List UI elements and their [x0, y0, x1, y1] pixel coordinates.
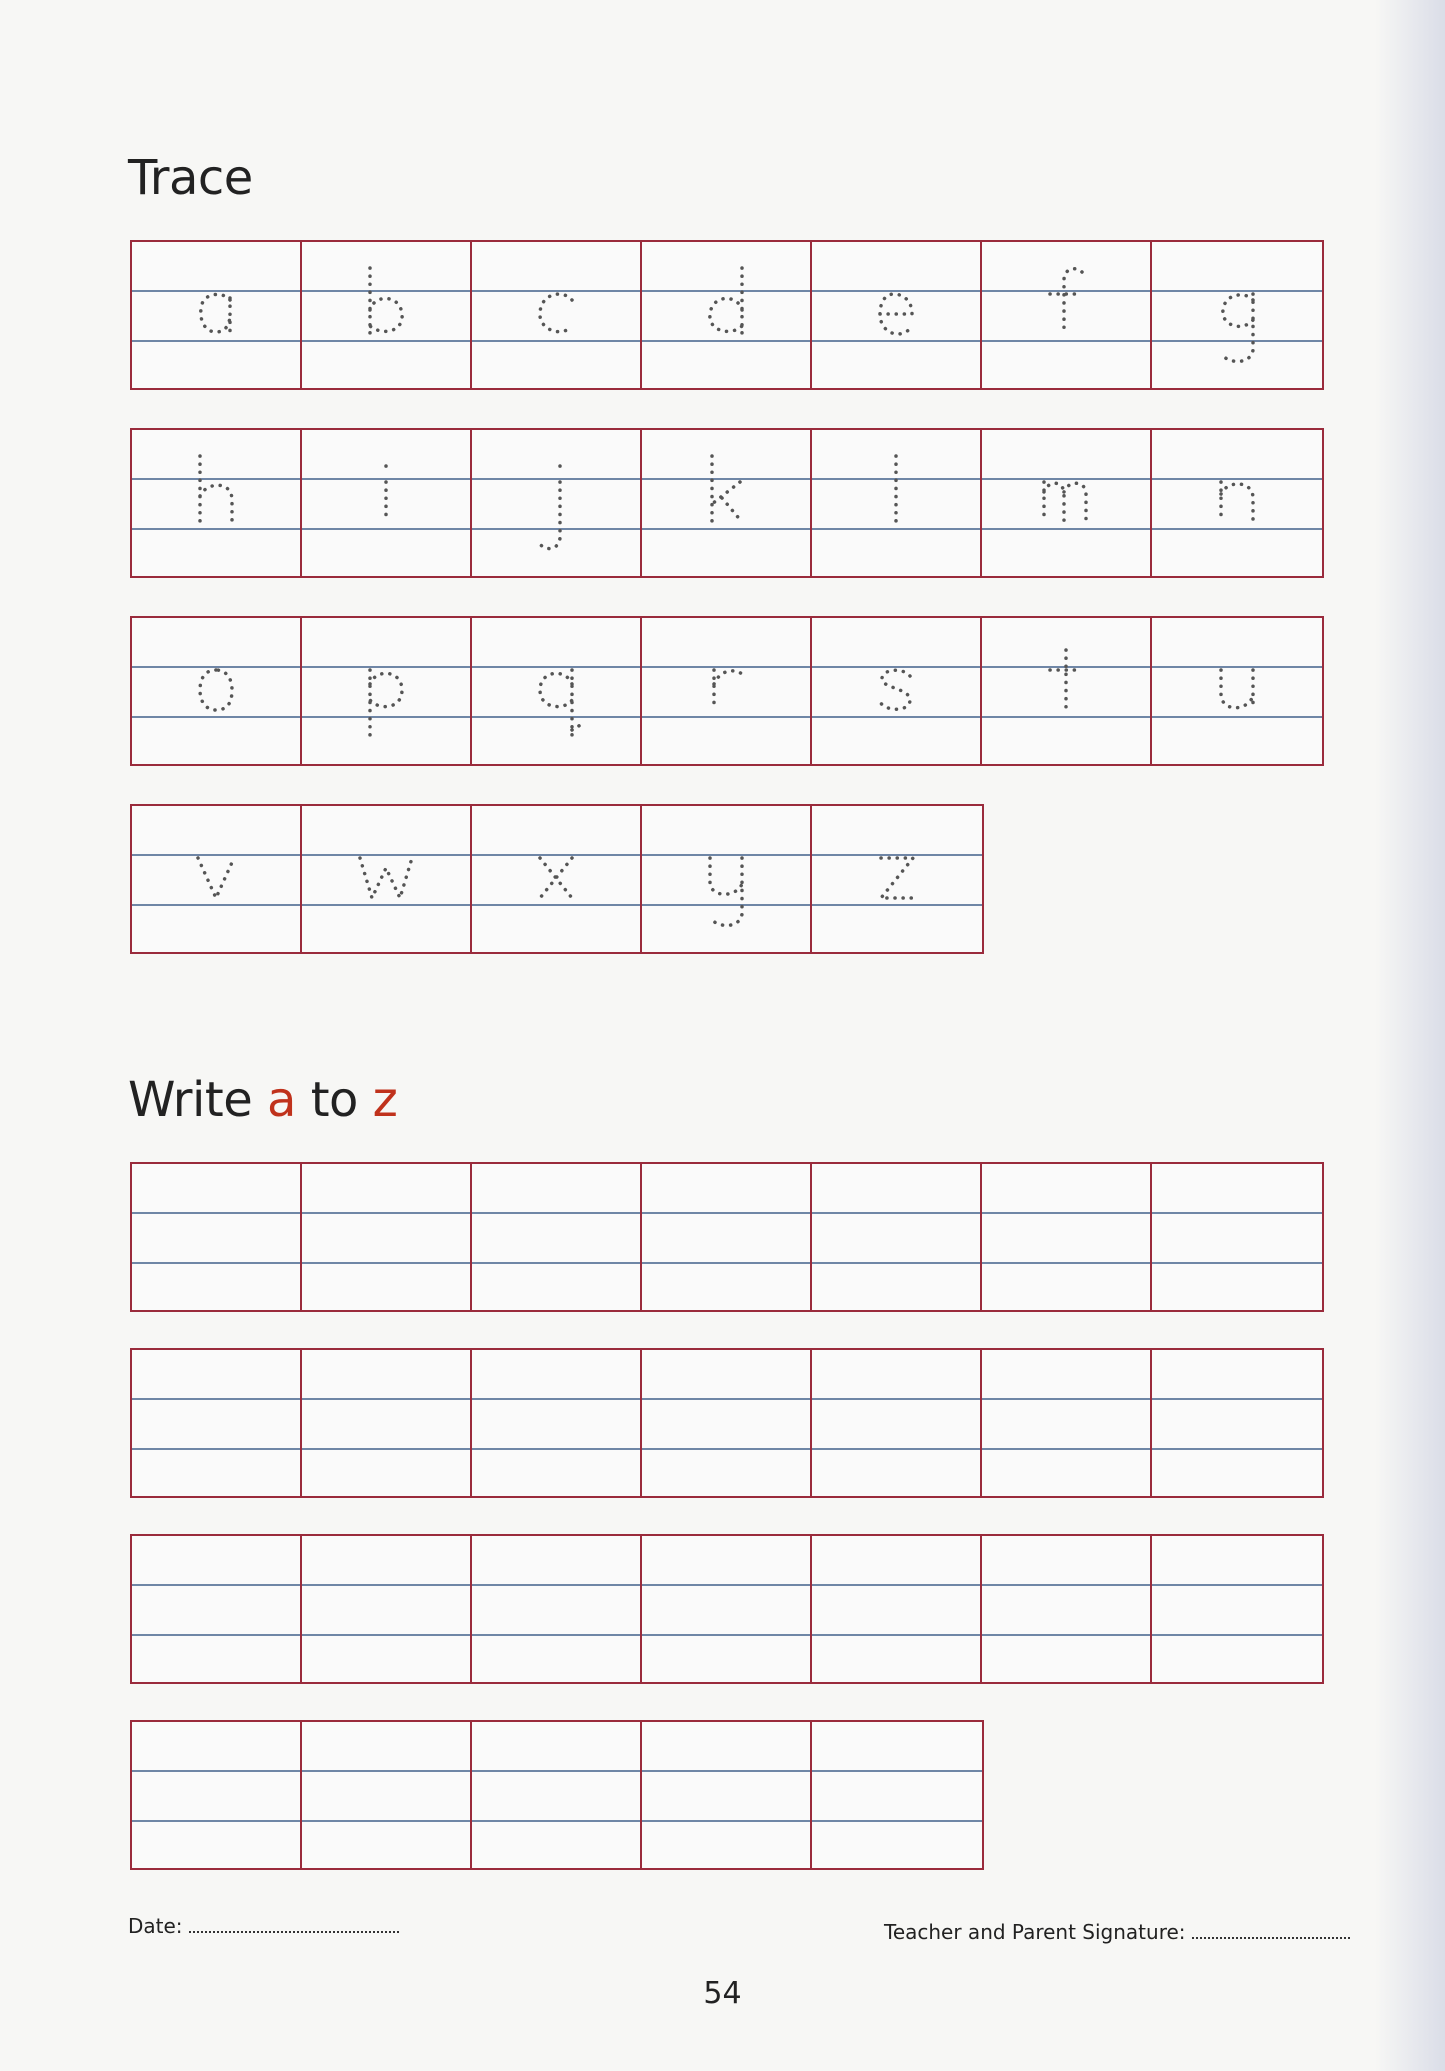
trace-row: [130, 804, 984, 954]
guide-line-baseline: [812, 1448, 980, 1450]
dotted-letter-b: [302, 242, 470, 388]
date-field[interactable]: [128, 1914, 399, 1938]
guide-line-baseline: [982, 1262, 1150, 1264]
dotted-glyph-e: [866, 242, 926, 388]
signature-field[interactable]: [884, 1920, 1350, 1944]
dotted-letter-h: [132, 430, 300, 576]
guide-line-midline: [472, 1398, 640, 1400]
dotted-glyph-m: [1036, 430, 1096, 576]
write-cell[interactable]: [812, 1536, 982, 1682]
write-letter-z: z: [372, 1072, 398, 1128]
dotted-glyph-l: [866, 430, 926, 576]
dotted-letter-q: [472, 618, 640, 764]
dotted-glyph-g: [1207, 242, 1267, 388]
dotted-path-h: [200, 456, 232, 522]
guide-line-midline: [472, 1770, 640, 1772]
write-cell[interactable]: [302, 1164, 472, 1310]
guide-line-baseline: [132, 1448, 300, 1450]
dotted-path-t: [1050, 650, 1082, 710]
dotted-letter-j: [472, 430, 640, 576]
write-row: [130, 1720, 984, 1870]
trace-cell-y[interactable]: [642, 806, 812, 952]
guide-line-baseline: [132, 1820, 300, 1822]
guide-line-baseline: [642, 1820, 810, 1822]
dotted-glyph-b: [356, 242, 416, 388]
dotted-letter-m: [982, 430, 1150, 576]
dotted-path-w: [360, 858, 412, 898]
dotted-glyph-n: [1207, 430, 1267, 576]
guide-line-midline: [982, 1584, 1150, 1586]
guide-line-baseline: [472, 1448, 640, 1450]
trace-cell-c[interactable]: [472, 242, 642, 388]
trace-cell-z[interactable]: [812, 806, 982, 952]
guide-line-baseline: [982, 1448, 1150, 1450]
dotted-path-j: [540, 466, 560, 549]
dotted-letter-p: [302, 618, 470, 764]
trace-heading: Trace: [128, 150, 253, 206]
dotted-letter-g: [1152, 242, 1322, 388]
write-cell[interactable]: [642, 1350, 812, 1496]
page-edge-shadow: [1375, 0, 1445, 2071]
guide-line-baseline: [132, 1262, 300, 1264]
dotted-path-d: [710, 268, 742, 334]
guide-line-midline: [642, 1212, 810, 1214]
guide-line-midline: [472, 1212, 640, 1214]
write-word: Write: [128, 1072, 253, 1128]
guide-line-baseline: [982, 1634, 1150, 1636]
guide-line-midline: [812, 1584, 980, 1586]
dotted-glyph-t: [1036, 618, 1096, 764]
dotted-letter-e: [812, 242, 980, 388]
dotted-letter-u: [1152, 618, 1322, 764]
dotted-letter-w: [302, 806, 470, 952]
dotted-path-b: [370, 268, 402, 334]
guide-line-midline: [132, 1212, 300, 1214]
dotted-letter-k: [642, 430, 810, 576]
dotted-glyph-q: [526, 618, 586, 764]
trace-cell-g[interactable]: [1152, 242, 1322, 388]
dotted-path-g: [1223, 294, 1253, 361]
guide-line-midline: [812, 1212, 980, 1214]
write-cell[interactable]: [472, 1164, 642, 1310]
guide-line-baseline: [472, 1634, 640, 1636]
write-cell[interactable]: [132, 1350, 302, 1496]
trace-cell-h[interactable]: [132, 430, 302, 576]
dotted-glyph-p: [356, 618, 416, 764]
guide-line-midline: [812, 1398, 980, 1400]
write-cell[interactable]: [132, 1164, 302, 1310]
dotted-glyph-j: [526, 430, 586, 576]
dotted-letter-a: [132, 242, 300, 388]
trace-cell-p[interactable]: [302, 618, 472, 764]
dotted-path-o: [200, 670, 232, 710]
dotted-glyph-z: [867, 806, 927, 952]
write-cell[interactable]: [302, 1722, 472, 1868]
dotted-path-s: [880, 670, 910, 709]
dotted-letter-x: [472, 806, 640, 952]
write-cell[interactable]: [642, 1722, 812, 1868]
write-cell[interactable]: [472, 1350, 642, 1496]
trace-cell-a[interactable]: [132, 242, 302, 388]
dotted-letter-c: [472, 242, 640, 388]
guide-line-baseline: [1152, 1262, 1322, 1264]
dotted-path-k: [712, 456, 742, 522]
guide-line-baseline: [1152, 1448, 1322, 1450]
dotted-letter-o: [132, 618, 300, 764]
write-cell[interactable]: [812, 1164, 982, 1310]
dotted-letter-d: [642, 242, 810, 388]
guide-line-midline: [1152, 1584, 1322, 1586]
guide-line-baseline: [1152, 1634, 1322, 1636]
dotted-letter-l: [812, 430, 980, 576]
write-row: [130, 1534, 1324, 1684]
guide-line-midline: [982, 1212, 1150, 1214]
page-number: 54: [703, 1976, 742, 2011]
guide-line-midline: [302, 1398, 470, 1400]
trace-cell-v[interactable]: [132, 806, 302, 952]
dotted-glyph-v: [186, 806, 246, 952]
guide-line-baseline: [302, 1820, 470, 1822]
trace-cell-u[interactable]: [1152, 618, 1322, 764]
dotted-letter-y: [642, 806, 810, 952]
dotted-glyph-w: [356, 806, 416, 952]
signature-dotted-line: [1192, 1935, 1350, 1939]
trace-row: [130, 240, 1324, 390]
guide-line-baseline: [472, 1262, 640, 1264]
dotted-path-c: [540, 294, 572, 332]
trace-cell-x[interactable]: [472, 806, 642, 952]
guide-line-midline: [302, 1770, 470, 1772]
dotted-path-m: [1044, 482, 1086, 522]
guide-line-baseline: [812, 1262, 980, 1264]
trace-cell-f[interactable]: [982, 242, 1152, 388]
dotted-glyph-y: [696, 806, 756, 952]
write-word-to: to: [310, 1072, 358, 1128]
signature-label: Teacher and Parent Signature:: [884, 1920, 1186, 1944]
dotted-path-y: [710, 858, 742, 925]
dotted-path-z: [881, 858, 913, 898]
trace-cell-i[interactable]: [302, 430, 472, 576]
trace-row: [130, 428, 1324, 578]
guide-line-midline: [1152, 1398, 1322, 1400]
write-cell[interactable]: [642, 1536, 812, 1682]
guide-line-baseline: [302, 1262, 470, 1264]
trace-cell-k[interactable]: [642, 430, 812, 576]
guide-line-baseline: [132, 1634, 300, 1636]
dotted-letter-i: [302, 430, 470, 576]
dotted-letter-f: [982, 242, 1150, 388]
guide-line-midline: [472, 1584, 640, 1586]
write-cell[interactable]: [812, 1722, 982, 1868]
dotted-glyph-c: [526, 242, 586, 388]
date-label: Date:: [128, 1914, 183, 1938]
guide-line-baseline: [812, 1820, 982, 1822]
write-cell[interactable]: [472, 1536, 642, 1682]
write-cell[interactable]: [982, 1350, 1152, 1496]
dotted-glyph-d: [696, 242, 756, 388]
write-cell[interactable]: [812, 1350, 982, 1496]
write-row: [130, 1162, 1324, 1312]
guide-line-baseline: [302, 1634, 470, 1636]
guide-line-midline: [982, 1398, 1150, 1400]
trace-row: [130, 616, 1324, 766]
dotted-letter-v: [132, 806, 300, 952]
trace-cell-m[interactable]: [982, 430, 1152, 576]
dotted-path-a: [201, 294, 230, 334]
dotted-letter-z: [812, 806, 982, 952]
dotted-path-x: [540, 858, 572, 898]
write-cell[interactable]: [982, 1164, 1152, 1310]
dotted-glyph-h: [186, 430, 246, 576]
guide-line-midline: [302, 1212, 470, 1214]
guide-line-midline: [642, 1770, 810, 1772]
guide-line-baseline: [642, 1448, 810, 1450]
guide-line-midline: [132, 1398, 300, 1400]
trace-cell-w[interactable]: [302, 806, 472, 952]
dotted-path-q: [540, 670, 582, 738]
write-cell[interactable]: [642, 1164, 812, 1310]
dotted-path-r: [714, 670, 742, 710]
dotted-glyph-i: [356, 430, 416, 576]
dotted-letter-r: [642, 618, 810, 764]
guide-line-baseline: [302, 1448, 470, 1450]
write-cell[interactable]: [982, 1536, 1152, 1682]
dotted-path-u: [1221, 670, 1253, 710]
guide-line-midline: [642, 1398, 810, 1400]
trace-cell-q[interactable]: [472, 618, 642, 764]
trace-cell-l[interactable]: [812, 430, 982, 576]
guide-line-midline: [642, 1584, 810, 1586]
write-cell[interactable]: [1152, 1536, 1322, 1682]
dotted-path-n: [1221, 482, 1253, 522]
write-letter-a: a: [267, 1072, 296, 1128]
dotted-path-e: [880, 294, 912, 334]
dotted-letter-n: [1152, 430, 1322, 576]
dotted-glyph-f: [1036, 242, 1096, 388]
write-cell[interactable]: [132, 1536, 302, 1682]
dotted-glyph-r: [696, 618, 756, 764]
dotted-glyph-s: [866, 618, 926, 764]
trace-cell-e[interactable]: [812, 242, 982, 388]
trace-cell-r[interactable]: [642, 618, 812, 764]
trace-cell-b[interactable]: [302, 242, 472, 388]
dotted-glyph-x: [526, 806, 586, 952]
write-cell[interactable]: [1152, 1164, 1322, 1310]
trace-cell-t[interactable]: [982, 618, 1152, 764]
write-cell[interactable]: [132, 1722, 302, 1868]
trace-cell-s[interactable]: [812, 618, 982, 764]
write-cell[interactable]: [1152, 1350, 1322, 1496]
dotted-glyph-u: [1207, 618, 1267, 764]
guide-line-midline: [812, 1770, 982, 1772]
guide-line-baseline: [472, 1820, 640, 1822]
write-cell[interactable]: [302, 1350, 472, 1496]
guide-line-baseline: [642, 1634, 810, 1636]
dotted-letter-t: [982, 618, 1150, 764]
guide-line-midline: [1152, 1212, 1322, 1214]
guide-line-midline: [302, 1584, 470, 1586]
dotted-path-v: [198, 858, 234, 898]
trace-cell-d[interactable]: [642, 242, 812, 388]
write-row: [130, 1348, 1324, 1498]
guide-line-midline: [132, 1584, 300, 1586]
guide-line-midline: [132, 1770, 300, 1772]
dotted-letter-s: [812, 618, 980, 764]
dotted-path-f: [1050, 269, 1082, 334]
trace-cell-j[interactable]: [472, 430, 642, 576]
dotted-glyph-o: [186, 618, 246, 764]
write-heading: [128, 1072, 397, 1128]
dotted-path-p: [370, 670, 402, 738]
guide-line-baseline: [642, 1262, 810, 1264]
trace-cell-n[interactable]: [1152, 430, 1322, 576]
dotted-glyph-k: [696, 430, 756, 576]
date-dotted-line: [189, 1929, 399, 1933]
write-cell[interactable]: [302, 1536, 472, 1682]
guide-line-baseline: [812, 1634, 980, 1636]
write-cell[interactable]: [472, 1722, 642, 1868]
dotted-glyph-a: [186, 242, 246, 388]
trace-cell-o[interactable]: [132, 618, 302, 764]
